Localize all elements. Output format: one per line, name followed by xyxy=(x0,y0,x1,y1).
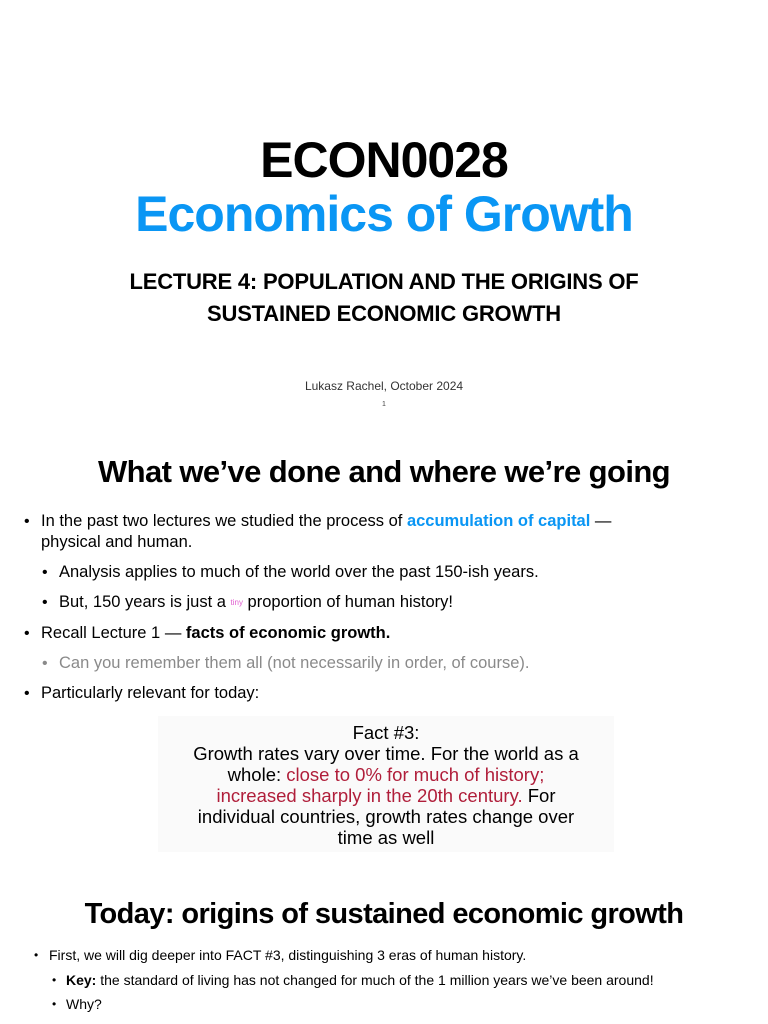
bullet-text: proportion of human history! xyxy=(242,593,453,611)
tiny-word: tiny xyxy=(230,598,243,608)
subbullet-why: Why? xyxy=(66,996,102,1012)
bullet-dot: • xyxy=(52,973,57,987)
fact-line: individual countries, growth rates change over xyxy=(197,806,575,827)
bullet-text: — xyxy=(590,512,612,530)
fact-line xyxy=(158,764,614,785)
bullet-text: But, 150 years is just a xyxy=(59,593,231,611)
bullet-dot: • xyxy=(24,513,30,530)
bullet-relevant: Particularly relevant for today: xyxy=(41,684,260,702)
bullet-text: In the past two lectures we studied the process of xyxy=(41,512,407,530)
bullet-dot: • xyxy=(24,685,30,702)
subbullet-analysis: Analysis applies to much of the world over the past 150-ish years. xyxy=(59,563,539,581)
bullet-text: the standard of living has not changed for much of the 1 million years we’ve been around! xyxy=(96,972,654,988)
facts-bold: facts of economic growth. xyxy=(185,624,391,642)
bullet-dot: • xyxy=(42,564,48,581)
lecture-title: LECTURE 4: POPULATION AND THE ORIGINS OF SUSTAINED ECONOMIC GROWTH xyxy=(129,269,639,326)
highlight-capital: accumulation of capital xyxy=(406,512,591,530)
page-number: 1 xyxy=(382,401,386,408)
subbullet-key xyxy=(66,971,654,989)
subbullet-remember: Can you remember them all (not necessarily in order, of course). xyxy=(59,654,530,672)
bullet-dot: • xyxy=(34,948,39,962)
bullet-capital xyxy=(41,511,741,532)
slide-title: What we’ve done and where we’re going xyxy=(97,454,671,489)
fact-box xyxy=(158,716,614,852)
bullet-recall xyxy=(41,623,390,644)
fact-highlight: increased sharply in the 20th century. xyxy=(216,785,523,806)
fact-line xyxy=(158,785,614,806)
fact-heading: Fact #3: xyxy=(352,722,420,743)
course-name: Economics of Growth xyxy=(135,186,633,242)
fact-text: whole: xyxy=(227,764,287,785)
bullet-dot: • xyxy=(42,655,48,672)
bullet-capital-line2: physical and human. xyxy=(41,533,193,551)
course-code: ECON0028 xyxy=(260,132,508,188)
bullet-text: Recall Lecture 1 — xyxy=(41,624,186,642)
fact-line: Growth rates vary over time. For the world as a xyxy=(193,743,579,764)
fact-line: time as well xyxy=(337,827,435,848)
slide-title: Today: origins of sustained economic growth xyxy=(84,898,684,930)
key-label: Key: xyxy=(66,972,97,988)
fact-text: For xyxy=(522,785,556,806)
author-date: Lukasz Rachel, October 2024 xyxy=(304,379,464,393)
title-slide xyxy=(0,0,768,430)
bullet-dot: • xyxy=(52,997,57,1011)
bullet-dot: • xyxy=(24,625,30,642)
bullet-first: First, we will dig deeper into FACT #3, distinguishing 3 eras of human history. xyxy=(49,947,527,963)
bullet-dot: • xyxy=(42,594,48,611)
subbullet-proportion xyxy=(59,592,453,613)
fact-highlight: close to 0% for much of history; xyxy=(286,764,545,785)
